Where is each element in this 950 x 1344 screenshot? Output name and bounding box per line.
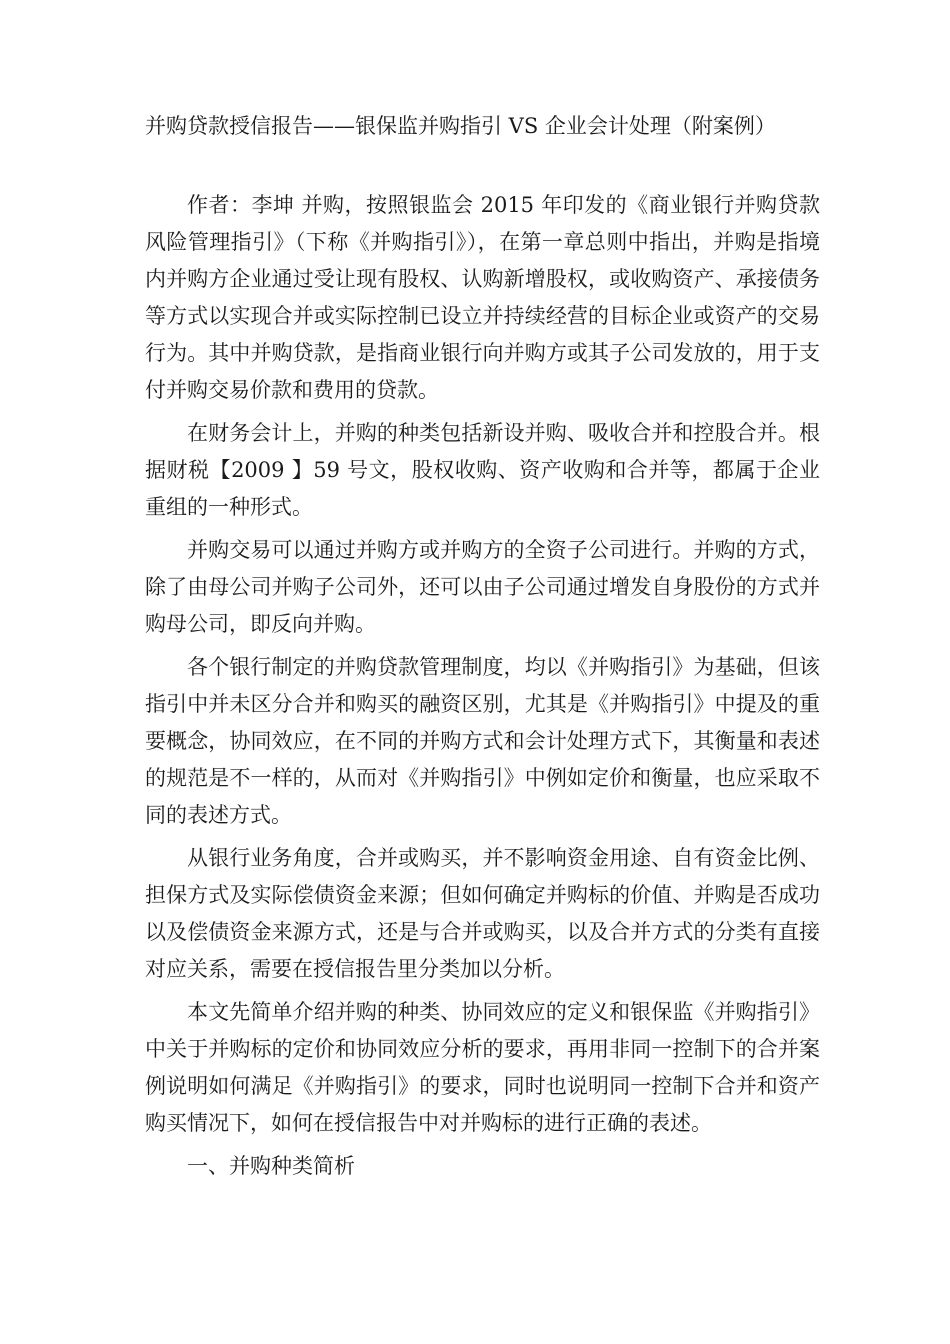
body-paragraph: 本文先简单介绍并购的种类、协同效应的定义和银保监《并购指引》中关于并购标的定价和协同效应分析的要求，再用非同一控制下的合并案例说明如何满足《并购指引》的要求，同时也说明同一控制下合并和资产购买情况下，如何在授信报告中对并购标的进行正确的表述。 — [145, 1000, 820, 1135]
body-paragraph: 并购交易可以通过并购方或并购方的全资子公司进行。并购的方式，除了由母公司并购子公司外，还可以由子公司通过增发自身股份的方式并购母公司，即反向并购。 — [145, 538, 820, 636]
body-paragraph: 从银行业务角度，合并或购买，并不影响资金用途、自有资金比例、担保方式及实际偿债资金来源；但如何确定并购标的价值、并购是否成功以及偿债资金来源方式，还是与合并或购买，以及合并方式的分类有直接对应关系，需要在授信报告里分类加以分析。 — [145, 846, 820, 981]
body-paragraph: 各个银行制定的并购贷款管理制度，均以《并购指引》为基础，但该指引中并未区分合并和购买的融资区别，尤其是《并购指引》中提及的重要概念，协同效应，在不同的并购方式和会计处理方式下，其衡量和表述的规范是不一样的，从而对《并购指引》中例如定价和衡量，也应采取不同的表述方式。 — [145, 655, 820, 827]
document-page — [145, 106, 820, 1185]
section-heading: 一、并购种类简析 — [187, 1154, 355, 1178]
document-title: 并购贷款授信报告——银保监并购指引 VS 企业会计处理（附案例） — [145, 114, 776, 138]
body-paragraph: 在财务会计上，并购的种类包括新设并购、吸收合并和控股合并。根据财税【2009 】59 号文，股权收购、资产收购和合并等，都属于企业重组的一种形式。 — [145, 421, 820, 519]
body-paragraph: 作者：李坤 并购，按照银监会 2015 年印发的《商业银行并购贷款风险管理指引》（下称《并购指引》），在第一章总则中指出，并购是指境内并购方企业通过受让现有股权、认购新增股权，或收购资产、承接债务等方式以实现合并或实际控制已设立并持续经营的目标企业或资产的交易行为。其中并购贷款，是指商业银行向并购方或其子公司发放的，用于支付并购交易价款和费用的贷款。 — [145, 193, 820, 402]
